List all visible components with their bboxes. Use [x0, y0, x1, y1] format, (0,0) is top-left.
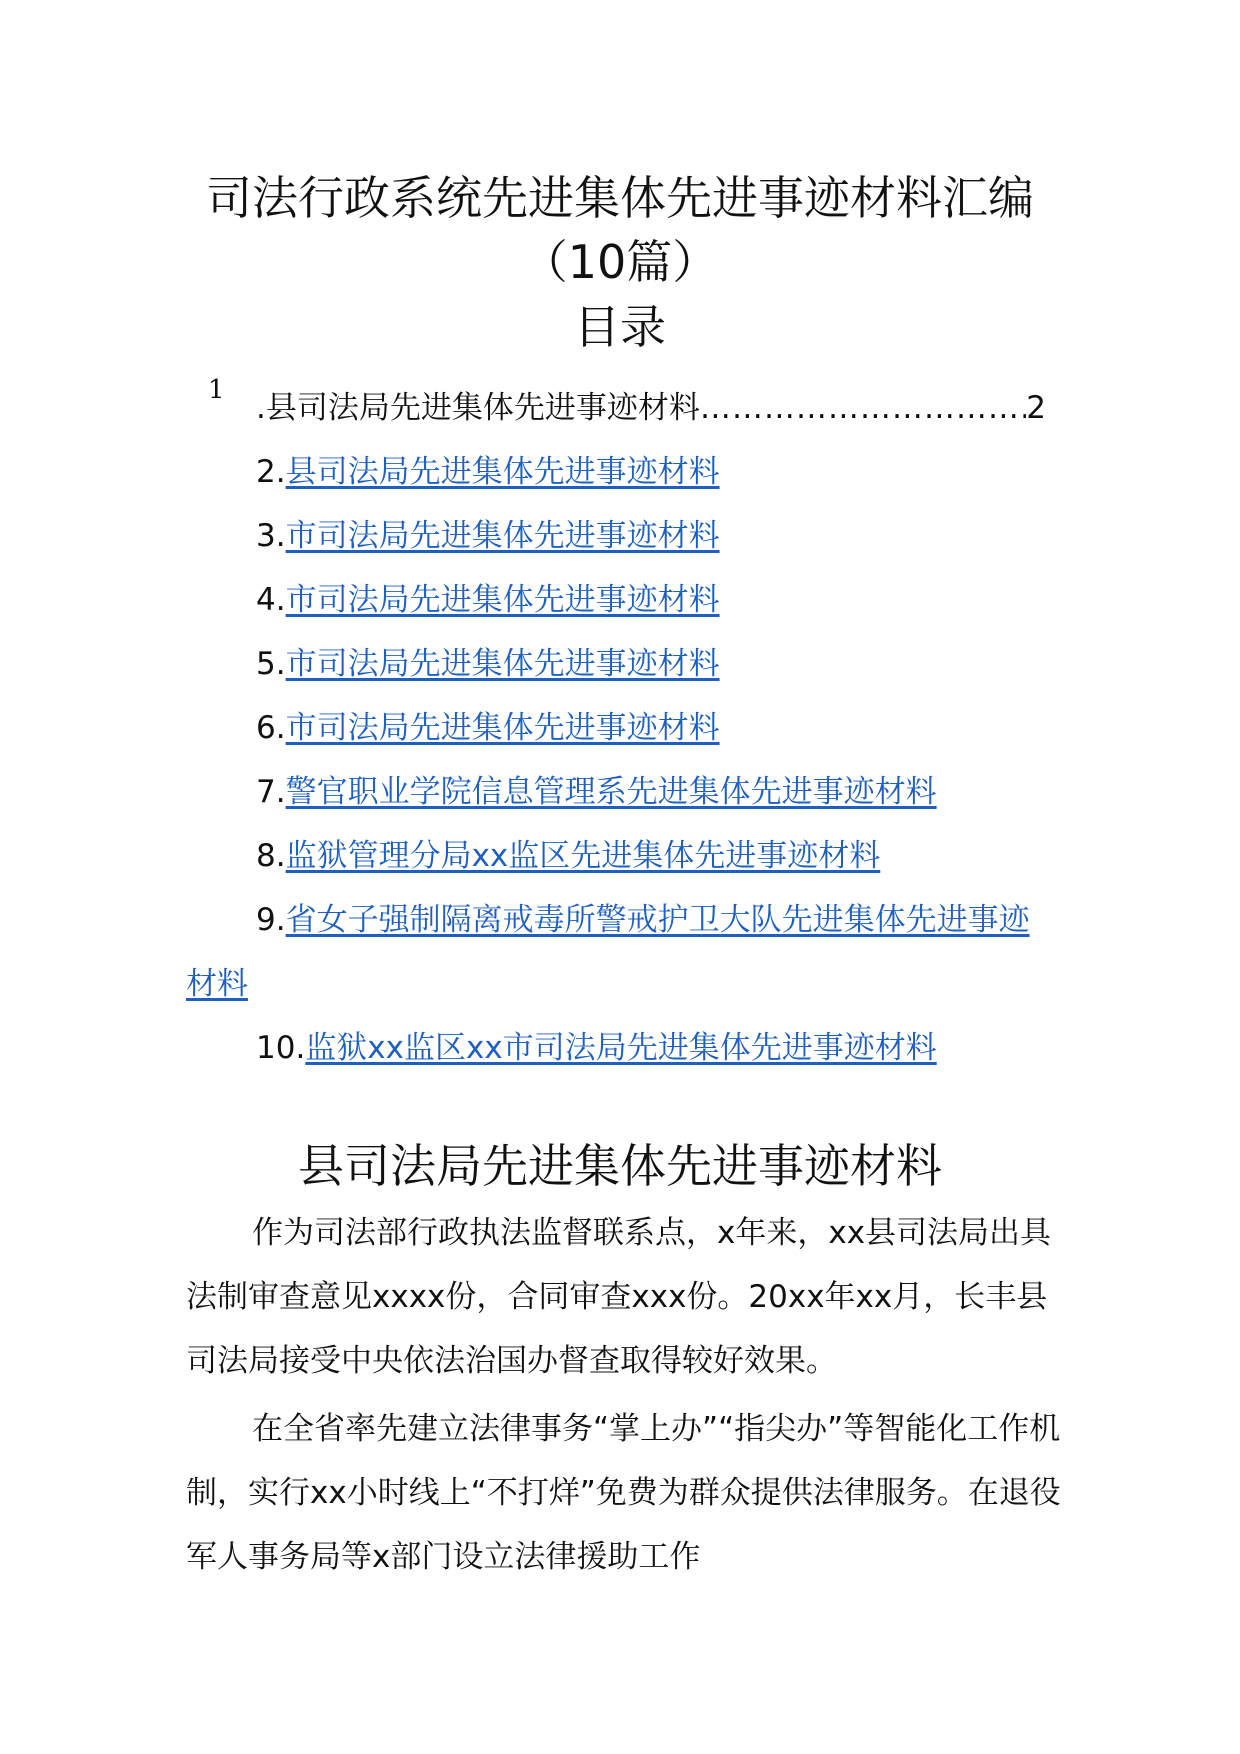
- toc-number: 8.: [256, 838, 286, 874]
- toc-number: 9.: [256, 902, 286, 938]
- toc-entry-7: [256, 770, 1056, 814]
- body-paragraph: 作为司法部行政执法监督联系点，x年来，xx县司法局出具法制审查意见xxxx份，合同审查xxx份。20xx年xx月，长丰县司法局接受中央依法治国办督查取得较好效果。: [186, 1215, 1052, 1379]
- toc-entry-6: [256, 706, 1056, 750]
- toc-number: 3.: [256, 518, 286, 554]
- toc-entry-1: [256, 386, 1046, 430]
- toc-link[interactable]: 监狱xx监区xx市司法局先进集体先进事迹材料: [305, 1030, 937, 1066]
- toc-heading: 目录: [574, 300, 666, 354]
- toc-entry-2: [256, 450, 1056, 494]
- toc-link[interactable]: 市司法局先进集体先进事迹材料: [285, 710, 720, 746]
- toc-link[interactable]: 市司法局先进集体先进事迹材料: [285, 582, 720, 618]
- toc-entry-9: [186, 888, 1046, 1016]
- toc-number: 7.: [256, 774, 286, 810]
- toc-entry-4: [256, 578, 1056, 622]
- toc-text: 县司法局先进集体先进事迹材料: [265, 390, 700, 426]
- toc-number: 4.: [256, 582, 286, 618]
- toc-top-number: 1: [208, 375, 225, 405]
- toc-page-number: 2: [1026, 390, 1046, 426]
- toc-link[interactable]: 市司法局先进集体先进事迹材料: [285, 518, 720, 554]
- toc-number: 2.: [256, 454, 286, 490]
- toc-link[interactable]: 市司法局先进集体先进事迹材料: [285, 646, 720, 682]
- toc-entry-3: [256, 514, 1056, 558]
- toc-entry-10: [256, 1026, 1056, 1070]
- body-paragraph: 在全省率先建立法律事务“掌上办”“指尖办”等智能化工作机制，实行xx小时线上“不打烊”免费为群众提供法律服务。在退役军人事务局等x部门设立法律援助工作: [186, 1411, 1061, 1575]
- toc-number: 5.: [256, 646, 286, 682]
- toc-number: .: [256, 390, 266, 426]
- section-title: 县司法局先进集体先进事迹材料: [298, 1139, 942, 1193]
- document-subtitle: （10篇）: [521, 235, 719, 289]
- toc-number: 10.: [256, 1030, 306, 1066]
- toc-link[interactable]: 县司法局先进集体先进事迹材料: [285, 454, 720, 490]
- toc-entry-5: [256, 642, 1056, 686]
- toc-entry-8: [256, 834, 1056, 878]
- toc-leader-dots: [700, 386, 1026, 430]
- document-title: 司法行政系统先进集体先进事迹材料汇编: [206, 171, 1034, 225]
- toc-number: 6.: [256, 710, 286, 746]
- toc-link[interactable]: 警官职业学院信息管理系先进集体先进事迹材料: [285, 774, 937, 810]
- toc-link[interactable]: 监狱管理分局xx监区先进集体先进事迹材料: [285, 838, 881, 874]
- toc-link[interactable]: 省女子强制隔离戒毒所警戒护卫大队先进集体先进事迹材料: [186, 902, 1030, 1002]
